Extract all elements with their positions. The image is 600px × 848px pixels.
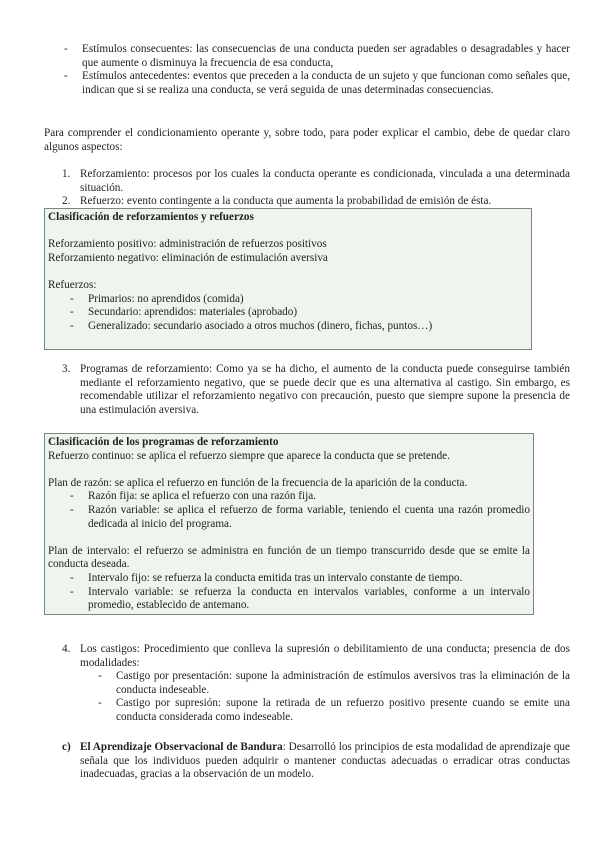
box-title: Clasificación de los programas de reforzamiento — [48, 436, 279, 448]
top-list — [64, 43, 570, 97]
section-c-item — [62, 741, 570, 782]
list-dash: - — [64, 43, 68, 55]
list-item-text: Razón fija: se aplica el refuerzo con una razón fija. — [88, 490, 316, 503]
list-dash: - — [70, 292, 74, 305]
list-dash: - — [70, 319, 74, 332]
list-item-text: Intervalo fijo: se refuerza la conducta emitida tras un intervalo constante de tiempo. — [88, 571, 463, 584]
intro-paragraph: Para comprender el condicionamiento operante y, sobre todo, para poder explicar el cambio, debe de quedar claro algunos aspectos: — [44, 127, 570, 153]
list-item — [64, 70, 570, 97]
reinforcement-classification-box — [44, 208, 532, 350]
list-dash: - — [64, 70, 68, 83]
list-item — [48, 490, 530, 504]
item-number: 3. — [62, 363, 71, 375]
list-dash: - — [70, 503, 74, 516]
reinforcement-programs-box — [44, 433, 534, 615]
numbered-item-3 — [62, 363, 570, 417]
numbered-item-4 — [62, 643, 570, 670]
numbered-list-a — [62, 168, 570, 209]
list-item-text: Razón variable: se aplica el refuerzo de forma variable, teniendo el cuenta una razón promedio dedicada al inicio del programa. — [88, 503, 530, 530]
item-text: Reforzamiento: procesos por los cuales la conducta operante es condicionada, vinculada a una determinada situación. — [80, 168, 570, 194]
item-number: 1. — [62, 168, 71, 180]
box-line: Reforzamiento negativo: eliminación de estimulación aversiva — [48, 251, 328, 264]
section-text: : Desarrolló los principios de esta modalidad de aprendizaje que señala que los individuos pueden adquirir o mantener conductas adecuadas o erradicar otras conductas inadecuadas, gracias a la observación de un modelo. — [80, 741, 570, 781]
list-dash: - — [70, 571, 74, 584]
section-label: c) — [62, 741, 71, 753]
list-dash: - — [70, 306, 74, 319]
list-dash: - — [98, 697, 102, 710]
box-line: Refuerzos: — [48, 278, 97, 291]
list-item-text: Intervalo variable: se refuerza la conducta en intervalos variables, conforme a un intervalo promedio, establecido de antemano. — [88, 585, 530, 612]
numbered-list-c — [62, 643, 570, 725]
list-item — [48, 293, 528, 307]
box-line: Refuerzo continuo: se aplica el refuerzo siempre que aparece la conducta que se pretende. — [48, 449, 450, 462]
section-c — [62, 741, 570, 782]
list-item-text: Estímulos antecedentes: eventos que preceden a la conducta de un sujeto y que funcionan como señales que, indican que si se realiza una conducta, se verá seguida de unas determinadas consecuencias. — [82, 70, 570, 96]
list-item-text: Generalizado: secundario asociado a otros muchos (dinero, fichas, puntos…) — [88, 319, 433, 332]
item-number: 4. — [62, 643, 71, 655]
item-text: Programas de reforzamiento: Como ya se ha dicho, el aumento de la conducta puede conseguirse también mediante el reforzamiento negativo, que se puede decir que es una alternativa al castigo. Sin embargo, es recomendable utilizar el reforzamiento negativo con precaución, puesto que siempre supone la presencia de una estimulación aversiva. — [80, 363, 570, 416]
list-item-text: Castigo por supresión: supone la retirada de un refuerzo positivo presente cuando se emite una conducta considerada como indeseable. — [116, 697, 570, 723]
list-item — [48, 572, 530, 586]
list-dash: - — [70, 490, 74, 503]
list-item — [48, 586, 530, 613]
box-line: Reforzamiento positivo: administración de refuerzos positivos — [48, 238, 327, 251]
list-item-text: Primarios: no aprendidos (comida) — [88, 292, 244, 305]
list-item — [64, 43, 570, 70]
box-title: Clasificación de reforzamientos y refuerzos — [48, 211, 254, 223]
list-item-text: Secundario: aprendidos: materiales (aprobado) — [88, 306, 298, 319]
list-item — [62, 670, 570, 697]
list-item-text: Castigo por presentación: supone la administración de estímulos aversivos tras la eliminación de la conducta indeseable. — [116, 670, 570, 696]
list-item — [48, 306, 528, 320]
numbered-list-b — [62, 363, 570, 417]
item-number: 2. — [62, 195, 71, 208]
item-text: Refuerzo: evento contingente a la conducta que aumenta la probabilidad de emisión de ésta. — [80, 195, 492, 208]
box-line: Plan de razón: se aplica el refuerzo en función de la frecuencia de la aparición de la conducta. — [48, 476, 468, 489]
list-item — [62, 697, 570, 724]
list-item — [48, 320, 528, 334]
numbered-item-2 — [62, 195, 570, 209]
list-item-text: Estímulos consecuentes: las consecuencias de una conducta pueden ser agradables o desagradables y hacer que aumente o disminuya la frecuencia de esa conducta, — [82, 43, 570, 69]
item-text: Los castigos: Procedimiento que conlleva la supresión o debilitamiento de una conducta; presencia de dos modalidades: — [80, 643, 570, 669]
list-item — [48, 504, 530, 531]
section-title: El Aprendizaje Observacional de Bandura — [80, 741, 283, 753]
numbered-item-1 — [62, 168, 570, 195]
list-dash: - — [70, 585, 74, 598]
box-line: Plan de intervalo: el refuerzo se administra en función de un tiempo transcurrido desde que se emite la conducta deseada. — [48, 544, 530, 571]
list-dash: - — [98, 670, 102, 683]
